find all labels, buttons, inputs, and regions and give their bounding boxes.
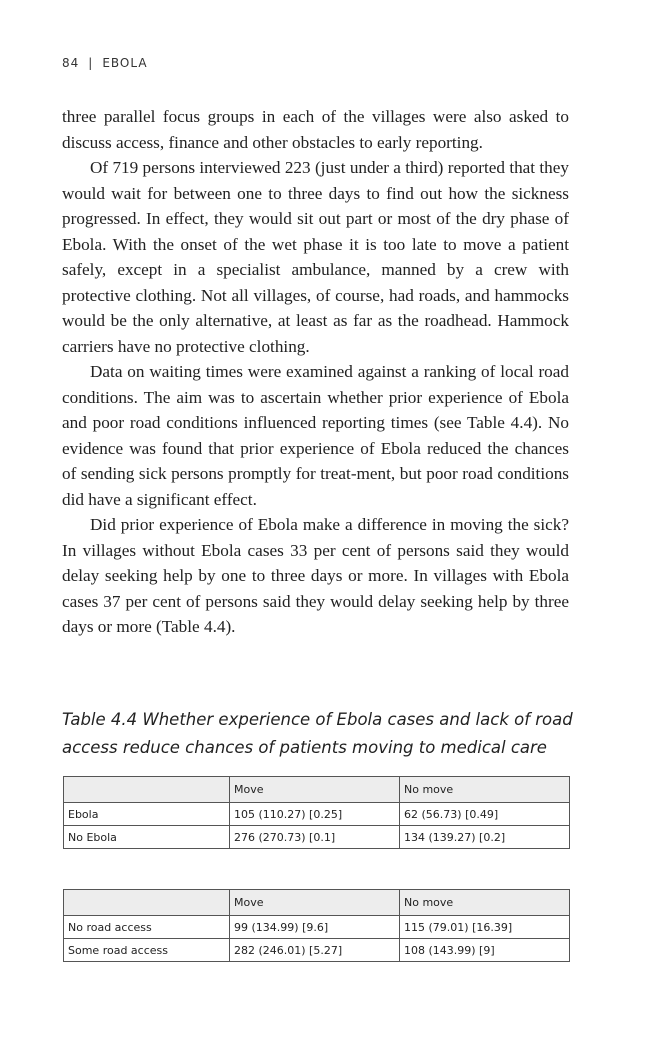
table-header-cell (64, 777, 230, 803)
paragraph: Did prior experience of Ebola make a difference in moving the sick? In villages without Ebola cases 33 per cent of persons said they would delay seeking help by one to three days or more. In villages with Ebola cases 37 per cent of persons said they would delay seeking help by three days or more (Table 4.4). (62, 515, 569, 636)
running-head (62, 56, 148, 70)
table-header-cell: Move (230, 777, 400, 803)
table-header-cell: No move (400, 777, 570, 803)
table-cell: 105 (110.27) [0.25] (230, 803, 400, 826)
running-head-separator: | (88, 56, 94, 70)
table-cell: 99 (134.99) [9.6] (230, 916, 400, 939)
body-text (62, 104, 569, 640)
row-label: No road access (64, 916, 230, 939)
table-caption: Table 4.4 Whether experience of Ebola cases and lack of road access reduce chances of patients moving to medical care (62, 710, 573, 757)
table-row (64, 916, 570, 939)
row-label: Ebola (64, 803, 230, 826)
table-header-row (64, 777, 570, 803)
table-cell: 108 (143.99) [9] (400, 939, 570, 962)
row-label: Some road access (64, 939, 230, 962)
table-row (64, 803, 570, 826)
table-cell: 282 (246.01) [5.27] (230, 939, 400, 962)
page-number: 84 (62, 56, 80, 70)
table-cell: 115 (79.01) [16.39] (400, 916, 570, 939)
table-header-cell: No move (400, 890, 570, 916)
table-row (64, 826, 570, 849)
table-header-row (64, 890, 570, 916)
running-head-title: EBOLA (102, 56, 148, 70)
paragraph: three parallel focus groups in each of the villages were also asked to discuss access, finance and other obstacles to early reporting. (62, 107, 569, 152)
table-cell: 134 (139.27) [0.2] (400, 826, 570, 849)
table-header-cell: Move (230, 890, 400, 916)
table-cell: 276 (270.73) [0.1] (230, 826, 400, 849)
table-cell: 62 (56.73) [0.49] (400, 803, 570, 826)
row-label: No Ebola (64, 826, 230, 849)
paragraph: Data on waiting times were examined against a ranking of local road conditions. The aim was to ascertain whether prior experience of Ebola and poor road conditions influenced reporting times (see Table 4.4). No evidence was found that prior experience of Ebola reduced the chances of sending sick persons promptly for treat-ment, but poor road conditions did have a significant effect. (62, 362, 569, 509)
paragraph: Of 719 persons interviewed 223 (just under a third) reported that they would wait for between one to three days to find out how the sickness progressed. In effect, they would sit out part or most of the dry phase of Ebola. With the onset of the wet phase it is too late to move a patient safely, except in a specialist ambulance, manned by a crew with protective clothing. Not all villages, of course, had roads, and hammocks would be the only alternative, at least as far as the roadhead. Hammock carriers have no protective clothing. (62, 158, 569, 356)
table-header-cell (64, 890, 230, 916)
ebola-experience-table (63, 776, 570, 849)
table-row (64, 939, 570, 962)
road-access-table (63, 889, 570, 962)
